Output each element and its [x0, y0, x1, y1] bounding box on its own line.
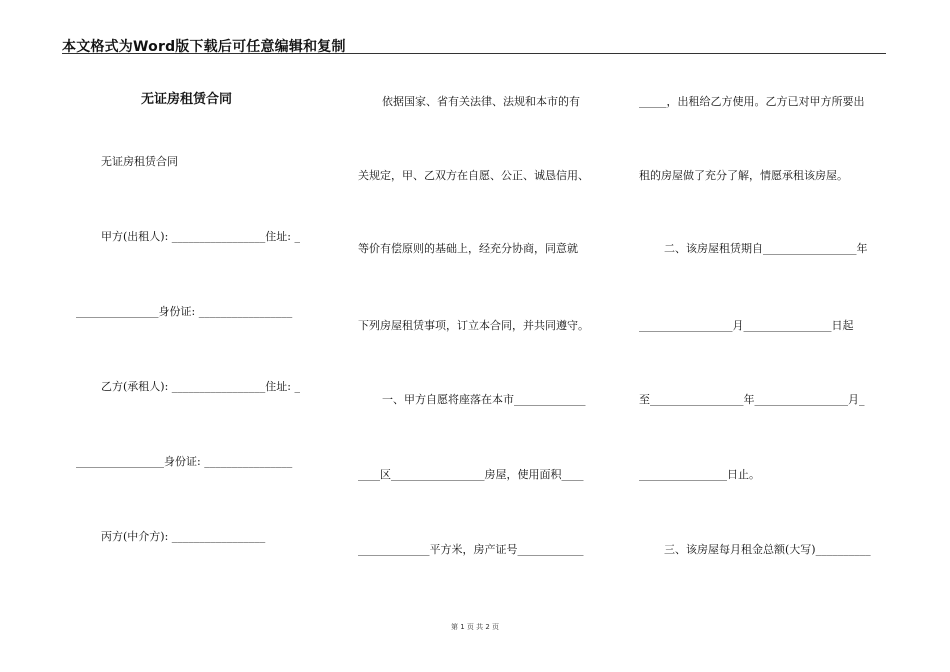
- right-line: _____，出租给乙方使用。乙方已对甲方所要出: [639, 95, 865, 108]
- left-line: _______________身份证: _________________: [76, 305, 293, 318]
- middle-line: ____区_________________房屋，使用面积____: [358, 468, 584, 481]
- right-line: 至_________________年_________________月_: [639, 393, 865, 406]
- right-line: ________________日止。: [639, 468, 760, 481]
- document-title: 无证房租赁合同: [141, 92, 233, 107]
- middle-line: 下列房屋租赁事项，订立本合同，并共同遵守。: [358, 319, 589, 332]
- document-header: 本文格式为Word版下载后可任意编辑和复制: [62, 39, 346, 55]
- left-line: 甲方(出租人): _________________住址: _: [101, 230, 300, 243]
- left-line: ________________身份证: ________________: [76, 455, 293, 468]
- left-line: 无证房租赁合同: [101, 155, 178, 168]
- page-number: 第 1 页 共 2 页: [450, 623, 500, 631]
- middle-line: 等价有偿原则的基础上，经充分协商，同意就: [358, 242, 578, 255]
- right-line: _________________月________________日起: [639, 319, 854, 332]
- middle-line: 依据国家、省有关法律、法规和本市的有: [382, 95, 580, 108]
- middle-line: 一、甲方自愿将座落在本市_____________: [382, 393, 586, 406]
- right-line: 二、该房屋租赁期自_________________年: [664, 242, 868, 255]
- middle-line: 关规定，甲、乙双方在自愿、公正、诚恳信用、: [358, 169, 589, 182]
- left-line: 丙方(中介方): _________________: [101, 530, 266, 543]
- middle-line: _____________平方米，房产证号____________: [358, 543, 584, 556]
- right-line: 三、该房屋每月租金总额(大写)__________: [664, 543, 871, 556]
- header-divider: [62, 53, 886, 54]
- left-line: 乙方(承租人): _________________住址: _: [101, 380, 300, 393]
- right-line: 租的房屋做了充分了解，情愿承租该房屋。: [639, 169, 848, 182]
